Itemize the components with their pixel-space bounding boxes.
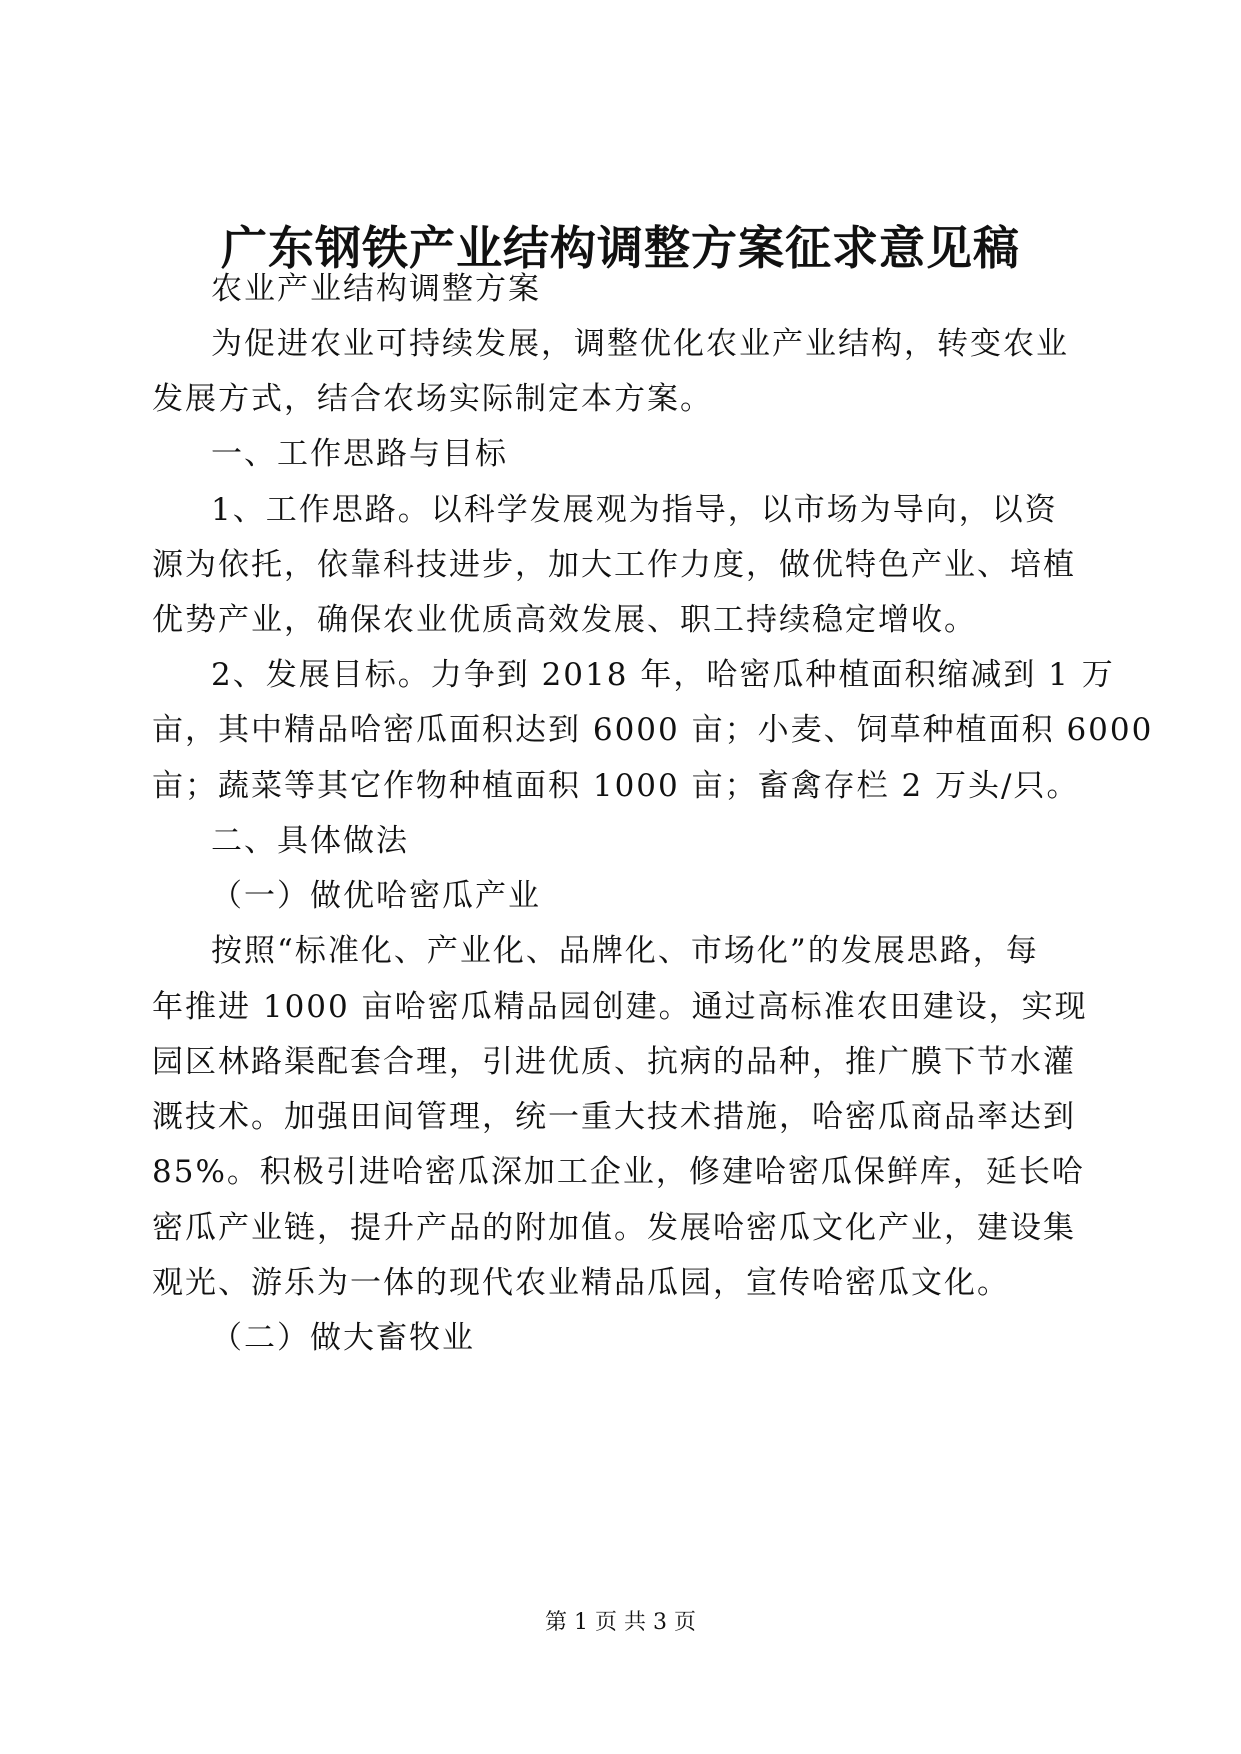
subtitle: 农业产业结构调整方案: [211, 271, 541, 307]
paragraph-line: 亩，其中精品哈密瓜面积达到 6000 亩；小麦、饲草种植面积 6000: [152, 712, 1154, 748]
paragraph-line: 亩；蔬菜等其它作物种植面积 1000 亩；畜禽存栏 2 万头/只。: [152, 768, 1080, 804]
subsection-heading: （一）做优哈密瓜产业: [211, 878, 541, 914]
subsection-heading: （二）做大畜牧业: [211, 1320, 475, 1356]
document-title: 广东钢铁产业结构调整方案征求意见稿: [221, 221, 1020, 275]
paragraph-line: 年推进 1000 亩哈密瓜精品园创建。通过高标准农田建设，实现: [152, 989, 1088, 1025]
section-heading: 一、工作思路与目标: [211, 436, 508, 472]
paragraph-line: 1、工作思路。以科学发展观为指导，以市场为导向，以资: [211, 492, 1058, 528]
paragraph-line: 观光、游乐为一体的现代农业精品瓜园，宣传哈密瓜文化。: [152, 1265, 1010, 1301]
paragraph-line: 溉技术。加强田间管理，统一重大技术措施，哈密瓜商品率达到: [152, 1099, 1076, 1135]
paragraph-line: 源为依托，依靠科技进步，加大工作力度，做优特色产业、培植: [152, 547, 1076, 583]
paragraph-line: 密瓜产业链，提升产品的附加值。发展哈密瓜文化产业，建设集: [152, 1210, 1076, 1246]
section-heading: 二、具体做法: [211, 823, 409, 859]
paragraph-line: 按照“标准化、产业化、品牌化、市场化”的发展思路，每: [211, 933, 1039, 969]
paragraph-line: 为促进农业可持续发展，调整优化农业产业结构，转变农业: [211, 326, 1069, 362]
paragraph-line: 园区林路渠配套合理，引进优质、抗病的品种，推广膜下节水灌: [152, 1044, 1076, 1080]
paragraph-line: 发展方式，结合农场实际制定本方案。: [152, 381, 713, 417]
paragraph-line: 优势产业，确保农业优质高效发展、职工持续稳定增收。: [152, 602, 977, 638]
paragraph-line: 85%。积极引进哈密瓜深加工企业，修建哈密瓜保鲜库，延长哈: [152, 1154, 1085, 1190]
paragraph-line: 2、发展目标。力争到 2018 年，哈密瓜种植面积缩减到 1 万: [211, 657, 1115, 693]
page-number-footer: 第 1 页 共 3 页: [545, 1610, 696, 1635]
